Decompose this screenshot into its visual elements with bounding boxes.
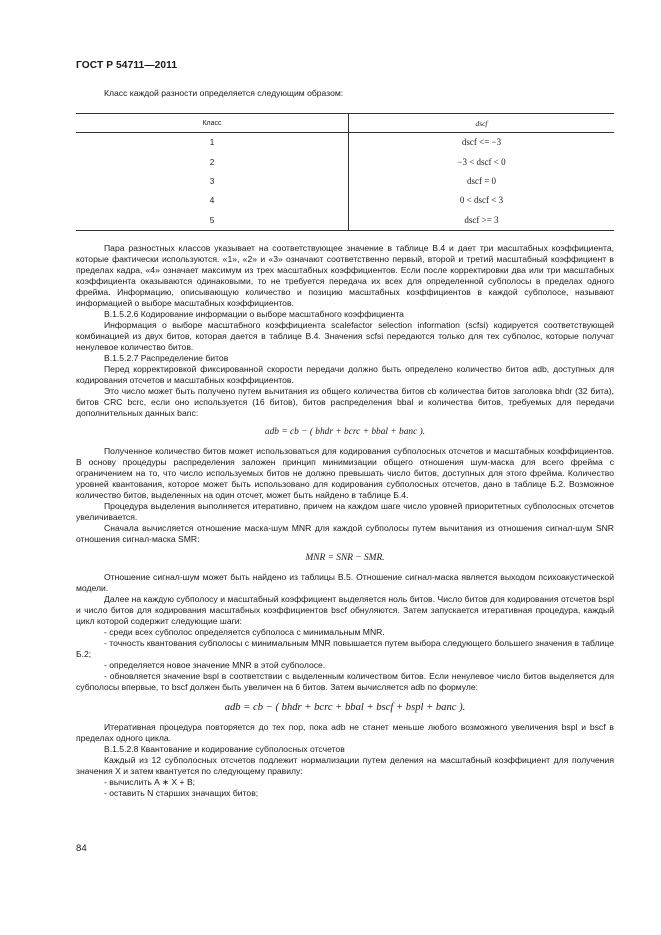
paragraph: Далее на каждую субполосу и масштабный коэффициент выделяется ноль битов. Число битов для кодирования отсчетов bspl и число битов для кодирования масштабных коэффициентов bscf обнуляются. Затем запускается итеративная процедура, каждый цикл которой содержит следующие шаги: [76,593,614,626]
formula-adb-full: adb = cb − ( bhdr + bcrc + bbal + bscf + bspl + banc ). [224,701,466,713]
formula-mnr: MNR = SNR − SMR. [305,552,385,563]
list-item: - среди всех субполос определяется субполоса с минимальным MNR. [104,626,385,637]
section-heading: В.1.5.2.7 Распределение битов [104,352,229,363]
paragraph: Процедура выделения выполняется итеративно, причем на каждом шаге число уровней приоритетных субполосных отсчетов увеличивается. [76,500,614,522]
paragraph: Полученное количество битов может использоваться для кодирования субполосных отсчетов и масштабных коэффициентов. В основу процедуры распределения заложен принцип минимизации общего отношения шум-маска для всего фрейма с ограничением на то, что число используемых битов не должно превышать число битов, доступных для этого фрейма. Количество уровней квантования, которое может быть использовано для кодирования субполосных отсчетов, дано в таблице Б.2. Возможное количество битов, выделенных на один отсчет, может быть найдено в таблице Б.4. [76,445,614,500]
dscf-condition-cell: dscf <= −3 [461,137,502,148]
table-row [76,211,614,231]
dscf-condition-cell: dscf = 0 [466,175,497,186]
dscf-condition-cell: −3 < dscf < 0 [457,156,506,167]
section-heading: В.1.5.2.8 Квантование и кодирование субполосных отсчетов [104,743,345,754]
class-cell: 4 [76,191,349,210]
table-row [76,133,614,153]
list-item: - оставить N старших значащих битов; [104,787,259,798]
paragraph: Сначала вычисляется отношение маска-шум MNR для каждой субполосы путем вычитания из отношения сигнал-шум SNR отношения сигнал-маска SMR: [76,522,614,544]
column-header-class: Класс [76,114,349,133]
paragraph: Перед корректировкой фиксированной скорости передачи должно быть определено количество битов adb, доступных для кодирования отсчетов и масштабных коэффициентов. [76,363,614,385]
dscf-condition-cell: 0 < dscf < 3 [459,195,504,206]
paragraph: Итеративная процедура повторяется до тех пор, пока adb не станет меньше любого возможного увеличения bspl и bscf в пределах одного цикла. [76,721,614,743]
class-cell: 5 [76,211,349,231]
list-item: - вычислить A ∗ X + B; [104,776,196,787]
paragraph: Это число может быть получено путем вычитания из общего количества битов cb количества битов заголовка bhdr (32 бита), битов CRC bcrc, если оно используется (16 битов), битов распределения bbal и количества битов, требуемых для передачи дополнительных данных banc: [76,385,614,418]
page-body [76,88,614,799]
formula-adb: adb = cb − ( bhdr + bcrc + bbal + banc ). [264,426,426,437]
table-row [76,152,614,171]
list-item: - обновляется значение bspl в соответствии с выделенным количеством битов. Если ненулевое число битов выделяется для субполосы впервые, то bscf должен быть увеличен на 6 битов. Затем вычисляется adb по формуле: [76,670,614,692]
class-cell: 2 [76,152,349,171]
standard-header: ГОСТ Р 54711—2011 [76,60,178,71]
dscf-condition-cell: dscf >= 3 [349,211,615,231]
list-item: - точность квантования субполосы с минимальным MNR повышается путем выбора следующего большего значения в таблице Б.2; [76,637,614,659]
column-header-dscf: dscf [349,114,615,133]
intro-text: Класс каждой разности определяется следующим образом: [104,88,344,98]
section-heading: В.1.5.2.6 Кодирование информации о выборе масштабного коэффициента [104,308,404,319]
paragraph: Каждый из 12 субполосных отсчетов подлежит нормализации путем деления на масштабный коэффициент для получения значения X и затем квантуется по следующему правилу: [76,754,614,776]
paragraph: Пара разностных классов указывает на соответствующее значение в таблице В.4 и дает три масштабных коэффициента, которые фактически используются. «1», «2» и «3» означают соответственно первый, второй и третий масштабный коэффициент в пределах кадра, «4» означает максимум из трех масштабных коэффициентов. Если после корректировки два или три масштабных коэффициента оказываются одинаковыми, то не требуется передача их всех для определенной субполосы в пределах одного фрейма. Информацию, описывающую количество и позицию масштабных коэффициентов в каждой субполосе, называют информацией о выборе масштабных коэффициентов. [76,242,614,308]
list-item: - определяется новое значение MNR в этой субполосе. [104,659,326,670]
paragraph: Отношение сигнал-шум может быть найдено из таблицы В.5. Отношение сигнал-маска является выходом психоакустической модели. [76,571,614,593]
paragraph: Информация о выборе масштабного коэффициента scalefactor selection information (scfsi) кодируется соответствующей комбинацией из двух битов, которая дается в таблице В.4. Значения scfsi передаются только для тех субполос, которые получат ненулевое количество битов. [76,319,614,352]
dscf-class-table [76,113,614,231]
table-row [76,191,614,210]
table-row [76,172,614,191]
class-cell: 3 [76,172,349,191]
page-number: 84 [76,843,87,854]
class-cell: 1 [76,133,349,153]
